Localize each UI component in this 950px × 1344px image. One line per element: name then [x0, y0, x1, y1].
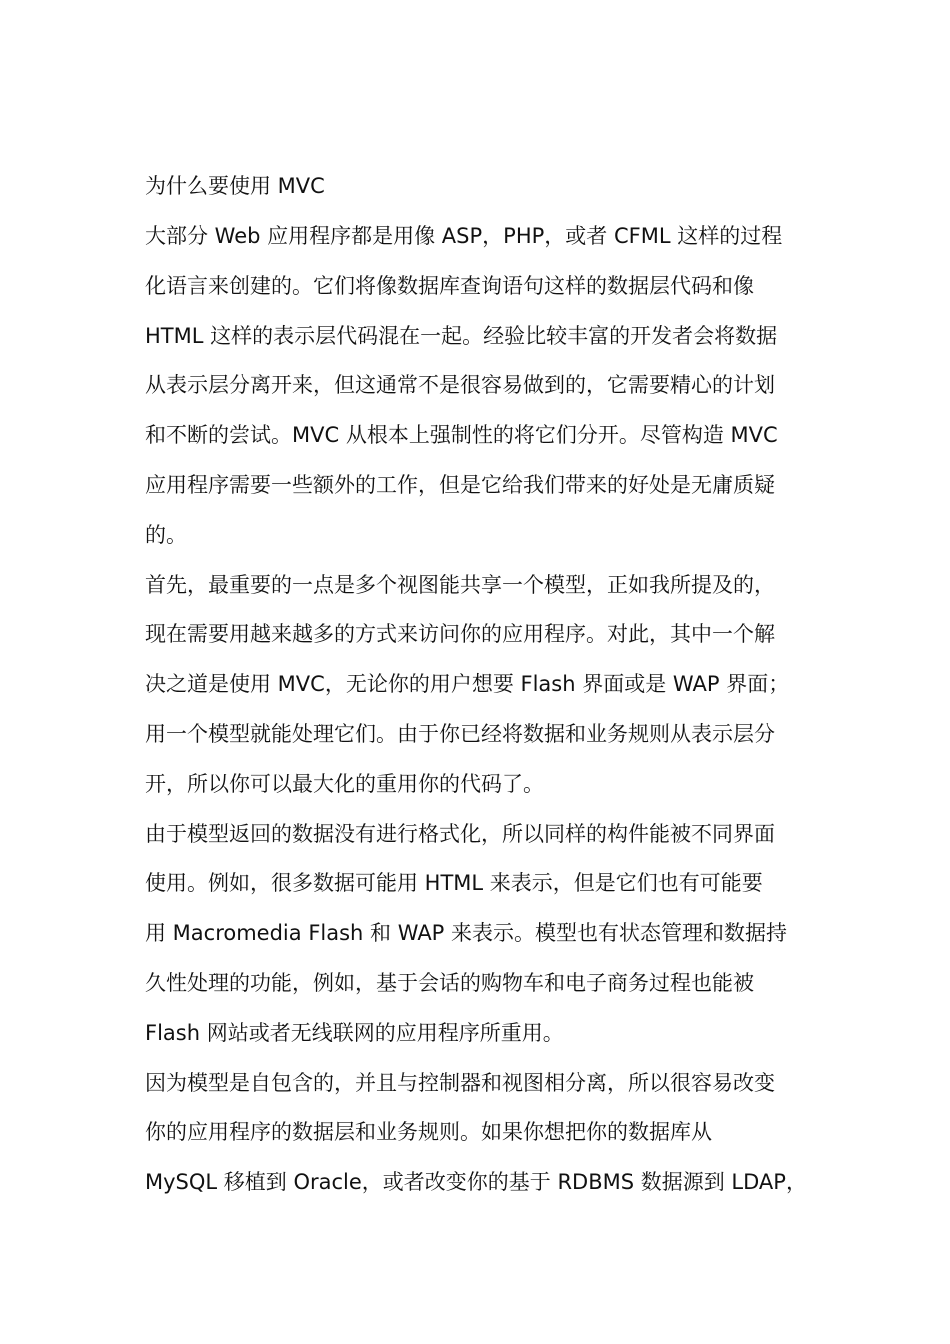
paragraph-line: 从表示层分离开来，但这通常不是很容易做到的，它需要精心的计划	[145, 373, 775, 398]
paragraph-line: 久性处理的功能，例如，基于会话的购物车和电子商务过程也能被	[145, 970, 754, 995]
paragraph-1	[145, 216, 807, 565]
paragraph-line: 现在需要用越来越多的方式来访问你的应用程序。对此，其中一个解	[145, 622, 775, 647]
paragraph-line: 的。	[145, 522, 187, 547]
paragraph-line: 因为模型是自包含的，并且与控制器和视图相分离，所以很容易改变	[145, 1070, 775, 1095]
paragraph-line: 用 Macromedia Flash 和 WAP 来表示。模型也有状态管理和数据持	[145, 921, 788, 946]
paragraph-line: 由于模型返回的数据没有进行格式化，所以同样的构件能被不同界面	[145, 821, 775, 846]
paragraph-line: 化语言来创建的。它们将像数据库查询语句这样的数据层代码和像	[145, 273, 754, 298]
paragraph-line: 和不断的尝试。MVC 从根本上强制性的将它们分开。尽管构造 MVC	[145, 423, 778, 448]
paragraph-line: MySQL 移植到 Oracle，或者改变你的基于 RDBMS 数据源到 LDAP，	[145, 1170, 807, 1195]
paragraph-3	[145, 814, 807, 1063]
paragraph-line: 用一个模型就能处理它们。由于你已经将数据和业务规则从表示层分	[145, 721, 775, 746]
paragraph-line: 使用。例如，很多数据可能用 HTML 来表示，但是它们也有可能要	[145, 871, 763, 896]
paragraph-4	[145, 1063, 807, 1212]
paragraph-line: HTML 这样的表示层代码混在一起。经验比较丰富的开发者会将数据	[145, 323, 778, 348]
paragraph-line: 首先，最重要的一点是多个视图能共享一个模型，正如我所提及的，	[145, 572, 775, 597]
paragraph-line: Flash 网站或者无线联网的应用程序所重用。	[145, 1020, 564, 1045]
paragraph-2	[145, 565, 807, 814]
document-body	[145, 166, 807, 1212]
paragraph-line: 决之道是使用 MVC，无论你的用户想要 Flash 界面或是 WAP 界面；	[145, 672, 790, 697]
document-title: 为什么要使用 MVC	[145, 174, 325, 198]
paragraph-line: 你的应用程序的数据层和业务规则。如果你想把你的数据库从	[145, 1120, 712, 1145]
paragraph-line: 应用程序需要一些额外的工作，但是它给我们带来的好处是无庸质疑	[145, 472, 775, 497]
paragraph-line: 大部分 Web 应用程序都是用像 ASP，PHP，或者 CFML 这样的过程	[145, 224, 783, 248]
paragraph-line: 开，所以你可以最大化的重用你的代码了。	[145, 771, 544, 796]
